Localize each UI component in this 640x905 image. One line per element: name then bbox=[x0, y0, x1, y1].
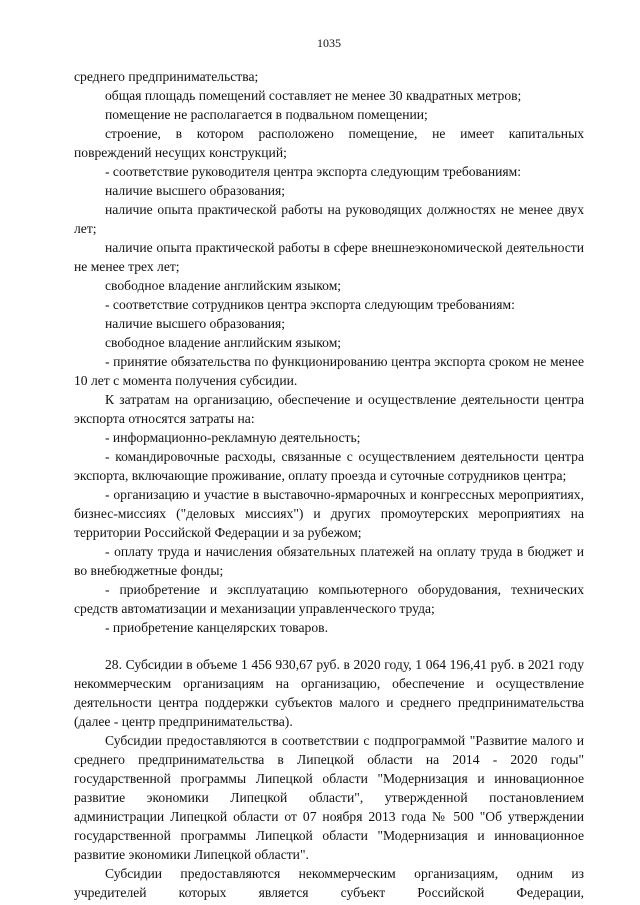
paragraph: Субсидии предоставляются некоммерческим организациям, одним из учредителей которых является субъект Российской Федерации, bbox=[74, 866, 584, 900]
paragraph: - принятие обязательства по функционированию центра экспорта сроком не менее 10 лет с момента получения субсидии. bbox=[74, 354, 584, 388]
paragraph: наличие опыта практической работы в сфере внешнеэкономической деятельности не менее трех лет; bbox=[74, 240, 584, 274]
paragraph: наличие высшего образования; bbox=[105, 316, 286, 331]
paragraph: наличие высшего образования; bbox=[105, 183, 286, 198]
paragraph: - информационно-рекламную деятельность; bbox=[105, 430, 361, 445]
paragraph: - соответствие руководителя центра экспорта следующим требованиям: bbox=[105, 164, 522, 179]
document-body bbox=[74, 67, 584, 902]
paragraph: - оплату труда и начисления обязательных платежей на оплату труда в бюджет и во внебюджетные фонды; bbox=[74, 544, 584, 578]
paragraph: помещение не располагается в подвальном помещении; bbox=[105, 107, 428, 122]
paragraph: наличие опыта практической работы на руководящих должностях не менее двух лет; bbox=[74, 202, 584, 236]
section-gap bbox=[74, 637, 584, 655]
paragraph: - соответствие сотрудников центра экспорта следующим требованиям: bbox=[105, 297, 515, 312]
paragraph: 28. Субсидии в объеме 1 456 930,67 руб. в 2020 году, 1 064 196,41 руб. в 2021 году некоммерческим организациям на организацию, обеспечение и осуществление деятельности центра поддержки субъектов малого и среднего предпринимательства (далее - центр предпринимательства). bbox=[74, 657, 584, 729]
paragraph: К затратам на организацию, обеспечение и осуществление деятельности центра экспорта относятся затраты на: bbox=[74, 392, 584, 426]
paragraph: свободное владение английским языком; bbox=[105, 335, 342, 350]
paragraph: общая площадь помещений составляет не менее 30 квадратных метров; bbox=[105, 88, 522, 103]
paragraph: - приобретение и эксплуатацию компьютерного оборудования, технических средств автоматизации и механизации управленческого труда; bbox=[74, 582, 584, 616]
paragraph: Субсидии предоставляются в соответствии с подпрограммой "Развитие малого и среднего предпринимательства в Липецкой области на 2014 - 2020 годы" государственной программы Липецкой области "Модернизация и инновационное развитие экономики Липецкой области", утвержденной постановлением администрации Липецкой области от 07 ноября 2013 года № 500 "Об утверждении государственной программы Липецкой области "Модернизация и инновационное развитие экономики Липецкой области". bbox=[74, 733, 584, 862]
paragraph: - приобретение канцелярских товаров. bbox=[105, 620, 328, 635]
paragraph: строение, в котором расположено помещение, не имеет капитальных повреждений несущих конструкций; bbox=[74, 126, 584, 160]
paragraph: среднего предпринимательства; bbox=[74, 69, 259, 84]
paragraph: свободное владение английским языком; bbox=[105, 278, 342, 293]
paragraph: - командировочные расходы, связанные с осуществлением деятельности центра экспорта, включающие проживание, оплату проезда и суточные сотрудников центра; bbox=[74, 449, 584, 483]
paragraph: - организацию и участие в выставочно-ярмарочных и конгрессных мероприятиях, бизнес-миссиях ("деловых миссиях") и других промоутерских мероприятиях на территории Российской Федерации и за рубежом; bbox=[74, 487, 584, 540]
page-number: 1035 bbox=[317, 36, 341, 50]
